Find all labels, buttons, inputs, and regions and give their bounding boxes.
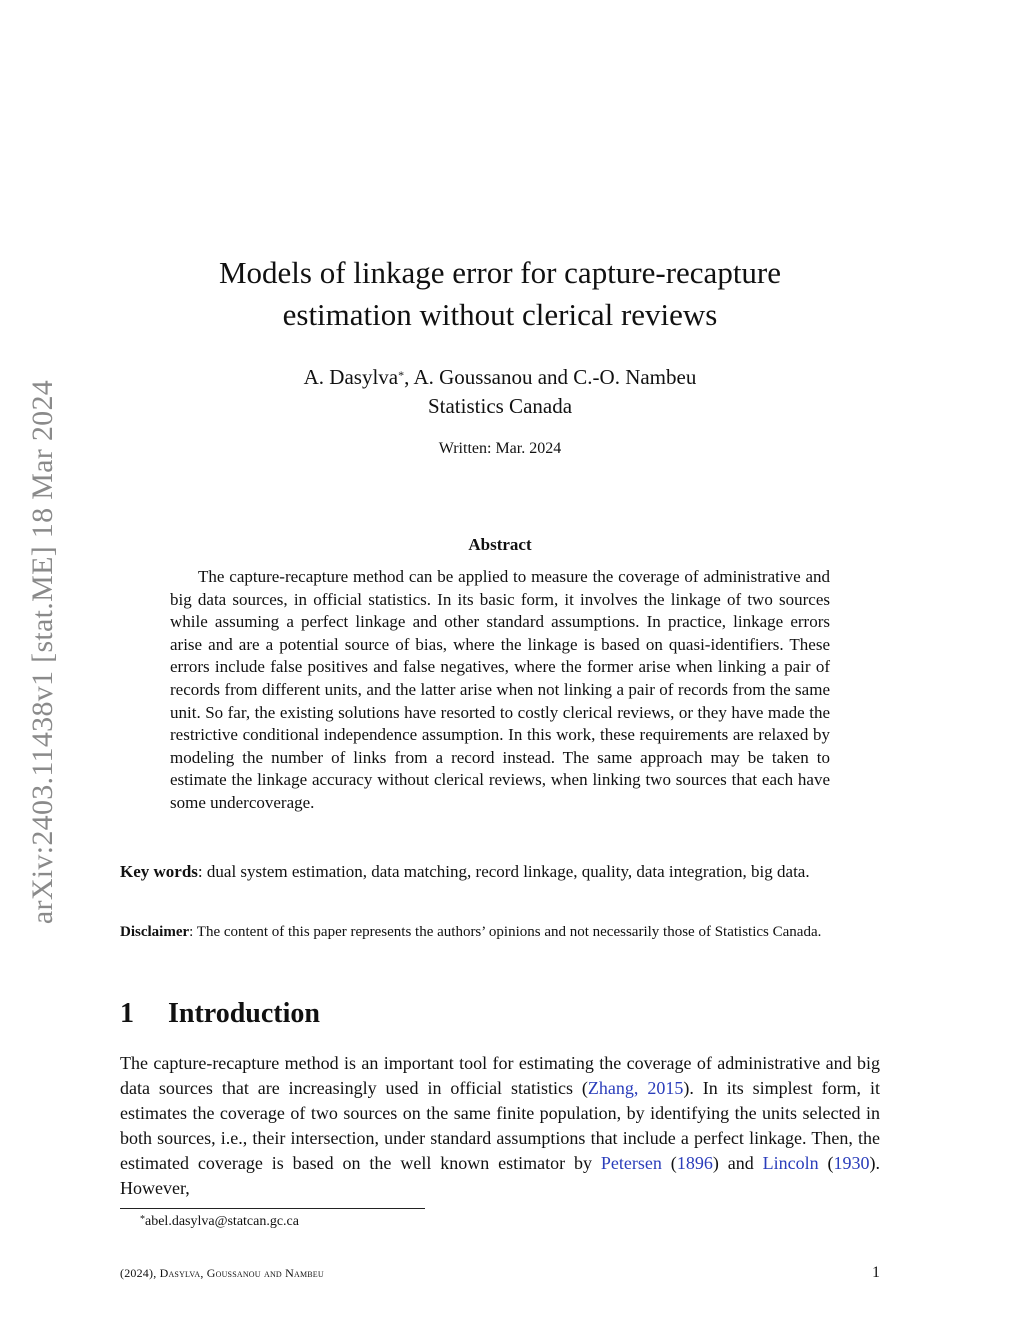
introduction-paragraph: [120, 1051, 880, 1201]
intro-text: ) and: [712, 1153, 763, 1173]
author-first: A. Dasylva: [303, 365, 399, 389]
author-rest: , A. Goussanou and C.-O. Nambeu: [404, 365, 697, 389]
citation-link-petersen[interactable]: Petersen: [600, 1153, 662, 1173]
author-footnote-mark[interactable]: *: [398, 368, 405, 382]
footnote-divider: [120, 1208, 425, 1209]
page-number: 1: [872, 1264, 880, 1281]
disclaimer-text: : The content of this paper represents the authors’ opinions and not necessarily those of Statistics Canada.: [189, 924, 822, 940]
abstract-text: The capture-recapture method can be applied to measure the coverage of administrative and big data sources, in official statistics. In its basic form, it involves the linkage of two sources while assuming a perfect linkage and other standard assumptions. In practice, linkage errors arise and are a potential source of bias, where the linkage is based on quasi-identifiers. These errors include false positives and false negatives, where the former arise when linking a pair of records from different units, and the latter arise when not linking a pair of records from the same unit. So far, the existing solutions have resorted to costly clerical reviews, or they have made the restrictive conditional independence assumption. In this work, these requirements are relaxed by modeling the number of links from a record instead. The same approach may be taken to estimate the linkage accuracy without clerical reviews, when linking two sources that each have some undercoverage.: [170, 567, 830, 812]
title-line-1: Models of linkage error for capture-recapture: [218, 255, 782, 290]
citation-link-zhang-2015[interactable]: Zhang, 2015: [587, 1078, 684, 1098]
running-footer: (2024), Dasylva, Goussanou and Nambeu: [120, 1266, 324, 1280]
disclaimer: [120, 920, 880, 944]
section-title: Introduction: [168, 998, 320, 1029]
citation-link-1896[interactable]: 1896: [676, 1153, 713, 1173]
affiliation: Statistics Canada: [427, 394, 573, 418]
paper-title: [120, 252, 880, 336]
intro-text: (: [818, 1153, 834, 1173]
citation-link-lincoln[interactable]: Lincoln: [762, 1153, 819, 1173]
intro-text: ). In its simplest form, it estimates the coverage of two sources on the same finite population, by identifying the units selected in both sources, i.e., their intersection, under standard assumptions that include a perfect linkage. Then, the estimated coverage is based on the well known estimator by: [120, 1078, 880, 1173]
author-block: [120, 363, 880, 421]
footnote-mark: *: [140, 1214, 145, 1225]
keywords-label: Key words: [120, 862, 198, 881]
citation-link-1930[interactable]: 1930: [833, 1153, 870, 1173]
disclaimer-label: Disclaimer: [120, 924, 190, 940]
intro-text: ). However,: [120, 1153, 881, 1198]
footnote: [140, 1214, 299, 1230]
keywords: [120, 860, 880, 883]
arxiv-identifier-stamp[interactable]: arXiv:2403.11438v1 [stat.ME] 18 Mar 2024: [26, 379, 59, 925]
abstract-heading: Abstract: [468, 535, 532, 554]
written-date: Written: Mar. 2024: [438, 440, 562, 457]
title-line-2: estimation without clerical reviews: [282, 297, 718, 332]
footnote-email: abel.dasylva@statcan.gc.ca: [145, 1214, 299, 1229]
intro-text: The capture-recapture method is an important tool for estimating the coverage of administrative and big data sources that are increasingly used in official statistics (: [120, 1053, 880, 1098]
section-number: 1: [120, 998, 134, 1029]
keywords-text: : dual system estimation, data matching, record linkage, quality, data integration, big data.: [197, 862, 810, 881]
section-heading-introduction: [120, 998, 320, 1030]
intro-text: (: [661, 1153, 677, 1173]
